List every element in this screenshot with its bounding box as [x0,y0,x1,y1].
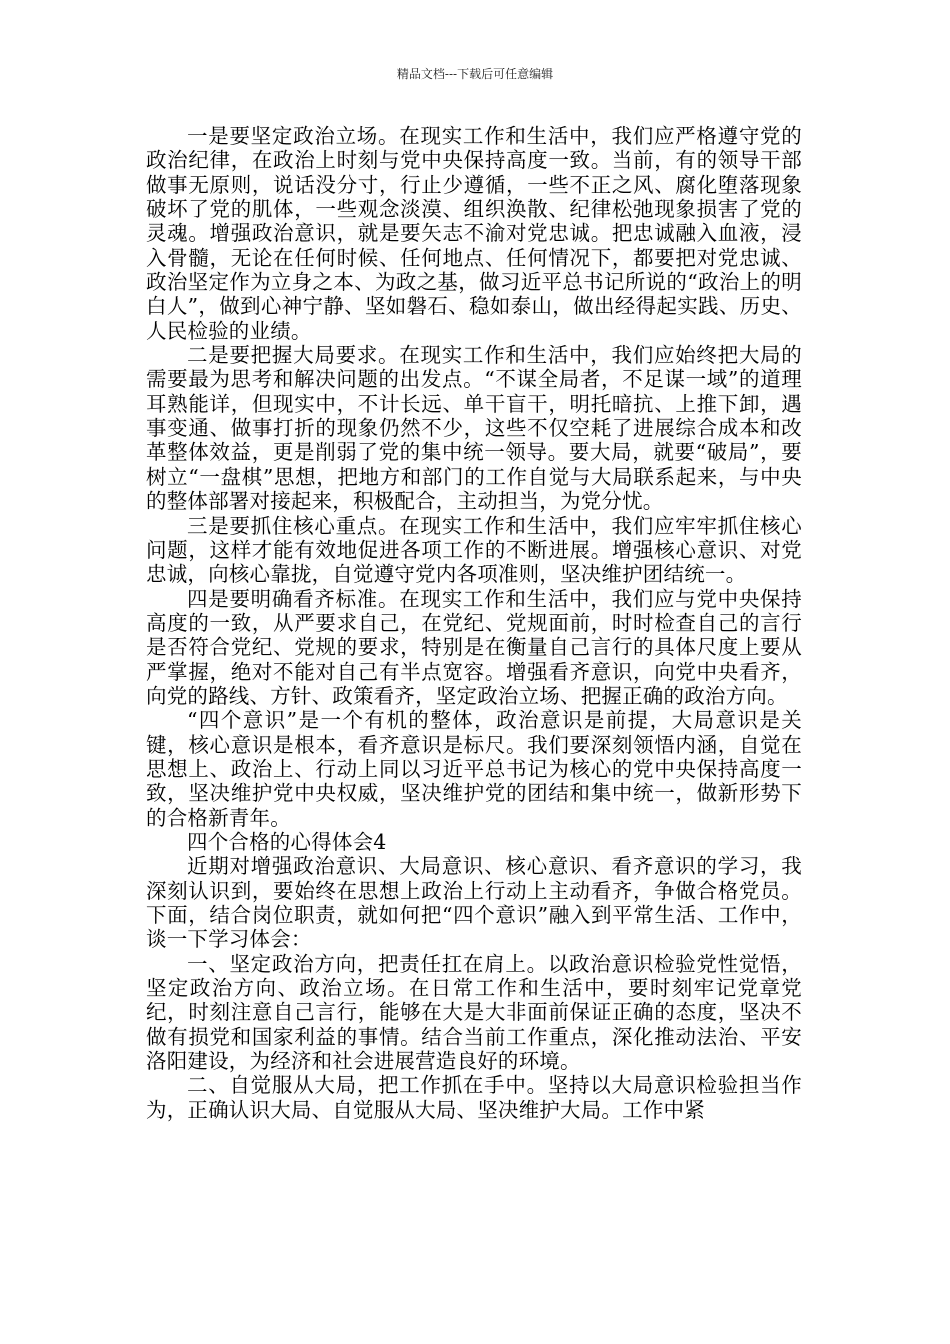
paragraph-2: 二是要把握大局要求。在现实工作和生活中，我们应始终把大局的需要最为思考和解决问题的出发点。“不谋全局者，不足谋一域”的道理耳熟能详，但现实中，不计长远、单干盲干，明托暗抗、上推下卸，遇事变通、做事打折的现象仍然不少，这些不仅空耗了进展综合成本和改革整体效益，更是削弱了党的集中统一领导。要大局，就要“破局”，要树立“一盘棋”思想，把地方和部门的工作自觉与大局联系起来，与中央的整体部署对接起来，积极配合，主动担当，为党分忧。 [146,343,802,514]
document-body [146,124,802,1122]
section-heading: 四个合格的心得体会4 [187,829,387,854]
paragraph-1: 一是要坚定政治立场。在现实工作和生活中，我们应严格遵守党的政治纪律，在政治上时刻与党中央保持高度一致。当前，有的领导干部做事无原则，说话没分寸，行止少遵循，一些不正之风、腐化堕落现象破坏了党的肌体，一些观念淡漠、组织涣散、纪律松弛现象损害了党的灵魂。增强政治意识，就是要矢志不渝对党忠诚。把忠诚融入血液，浸入骨髓，无论在任何时候、任何地点、任何情况下，都要把对党忠诚、政治坚定作为立身之本、为政之基，做习近平总书记所说的“政治上的明白人”，做到心神宁静、坚如磐石、稳如泰山，做出经得起实践、历史、人民检验的业绩。 [146,124,802,343]
paragraph-7: 一、坚定政治方向，把责任扛在肩上。以政治意识检验党性觉悟，坚定政治方向、政治立场。在日常工作和生活中，要时刻牢记党章党纪，时刻注意自己言行，能够在大是大非面前保证正确的态度，坚决不做有损党和国家利益的事情。结合当前工作重点，深化推动法治、平安洛阳建设，为经济和社会进展营造良好的环境。 [146,951,802,1074]
paragraph-3: 三是要抓住核心重点。在现实工作和生活中，我们应牢牢抓住核心问题，这样才能有效地促进各项工作的不断进展。增强核心意识、对党忠诚，向核心靠拢，自觉遵守党内各项准则，坚决维护团结统一。 [146,513,802,587]
paragraph-8: 二、自觉服从大局，把工作抓在手中。坚持以大局意识检验担当作为，正确认识大局、自觉服从大局、坚决维护大局。工作中紧 [146,1073,802,1122]
paragraph-4: 四是要明确看齐标准。在现实工作和生活中，我们应与党中央保持高度的一致，从严要求自己，在党纪、党规面前，时时检查自己的言行是否符合党纪、党规的要求，特别是在衡量自己言行的具体尺度上要从严掌握，绝对不能对自己有半点宽容。增强看齐意识，向党中央看齐，向党的路线、方针、政策看齐，坚定政治立场、把握正确的政治方向。 [146,586,802,708]
paragraph-6: 近期对增强政治意识、大局意识、核心意识、看齐意识的学习，我深刻认识到，要始终在思想上政治上行动上主动看齐，争做合格党员。下面，结合岗位职责，就如何把“四个意识”融入到平常生活、工作中，谈一下学习体会： [146,854,802,952]
page-header: 精品文档---下载后可任意编辑 [396,67,554,81]
paragraph-5: “四个意识”是一个有机的整体，政治意识是前提，大局意识是关键，核心意识是根本，看齐意识是标尺。我们要深刻领悟内涵，自觉在思想上、政治上、行动上同以习近平总书记为核心的党中央保持高度一致，坚决维护党中央权威，坚决维护党的团结和集中统一，做新形势下的合格新青年。 [146,708,802,830]
